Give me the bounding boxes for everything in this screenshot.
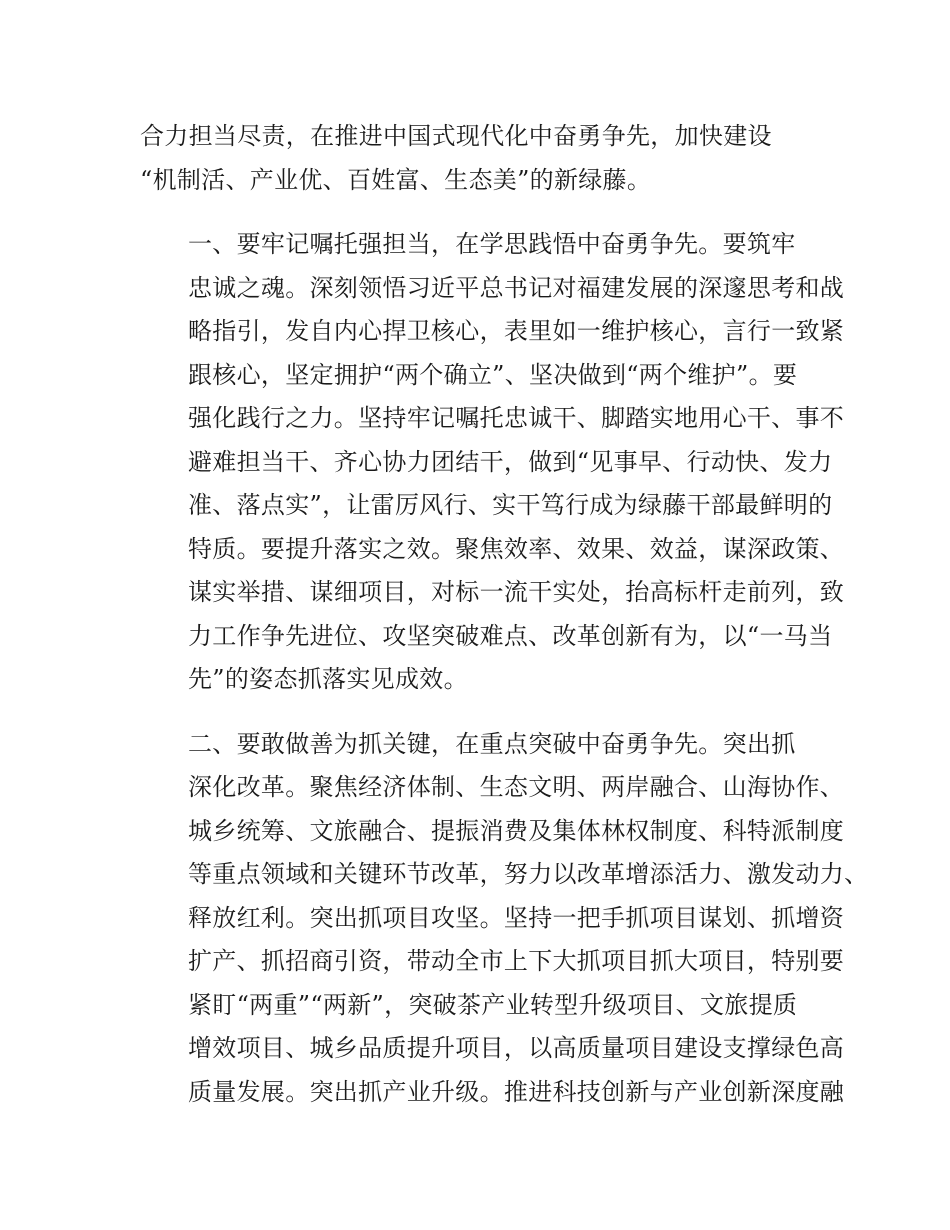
text-line: 谋实举措、谋细项目，对标一流干实处，抬高标杆走前列，致 [188, 578, 845, 606]
paragraph [140, 115, 830, 202]
paragraph [140, 723, 869, 1115]
text-line: “机制活、产业优、百姓富、生态美”的新绿藤。 [140, 165, 652, 194]
text-line: 紧盯“两重”“两新”，突破茶产业转型升级项目、文旅提质 [188, 990, 798, 1019]
text-line: 扩产、抓招商引资，带动全市上下大抓项目抓大项目，特别要 [188, 947, 845, 975]
text-line: 避难担当干、齐心协力团结干，做到“见事早、行动快、发力 [188, 447, 833, 476]
text-line: 质量发展。突出抓产业升级。推进科技创新与产业创新深度融 [188, 1077, 845, 1106]
text-line: 略指引，发自内心捍卫核心，表里如一维护核心，言行一致紧 [188, 317, 845, 345]
text-line: 强化践行之力。坚持牢记嘱托忠诚干、脚踏实地用心干、事不 [188, 404, 845, 432]
text-line: 等重点领域和关键环节改革，努力以改革增添活力、激发动力、 [188, 860, 869, 888]
text-line: 城乡统筹、文旅融合、提振消费及集体林权制度、科特派制度 [188, 816, 845, 845]
text-line: 深化改革。聚焦经济体制、生态文明、两岸融合、山海协作、 [188, 773, 845, 801]
text-line: 增效项目、城乡品质提升项目，以高质量项目建设支撑绿色高 [188, 1034, 845, 1062]
text-line: 准、落点实”，让雷厉风行、实干笃行成为绿藤干部最鲜明的 [188, 491, 833, 519]
text-line: 合力担当尽责，在推进中国式现代化中奋勇争先，加快建设 [140, 122, 772, 150]
text-line: 一、要牢记嘱托强担当，在学思践悟中奋勇争先。要筑牢 [188, 230, 796, 258]
document-body [140, 115, 869, 1135]
text-line: 跟核心，坚定拥护“两个确立”、坚决做到“两个维护”。要 [188, 360, 798, 389]
text-line: 特质。要提升落实之效。聚焦效率、效果、效益，谋深政策、 [188, 534, 845, 563]
text-line: 力工作争先进位、攻坚突破难点、改革创新有为，以“一马当 [188, 621, 833, 650]
text-line: 二、要敢做善为抓关键，在重点突破中奋勇争先。突出抓 [188, 729, 796, 758]
text-line: 释放红利。突出抓项目攻坚。坚持一把手抓项目谋划、抓增资 [188, 903, 845, 932]
text-line: 先”的姿态抓落实见成效。 [188, 665, 468, 693]
paragraph [140, 223, 845, 702]
text-line: 忠诚之魂。深刻领悟习近平总书记对福建发展的深邃思考和战 [188, 273, 845, 302]
